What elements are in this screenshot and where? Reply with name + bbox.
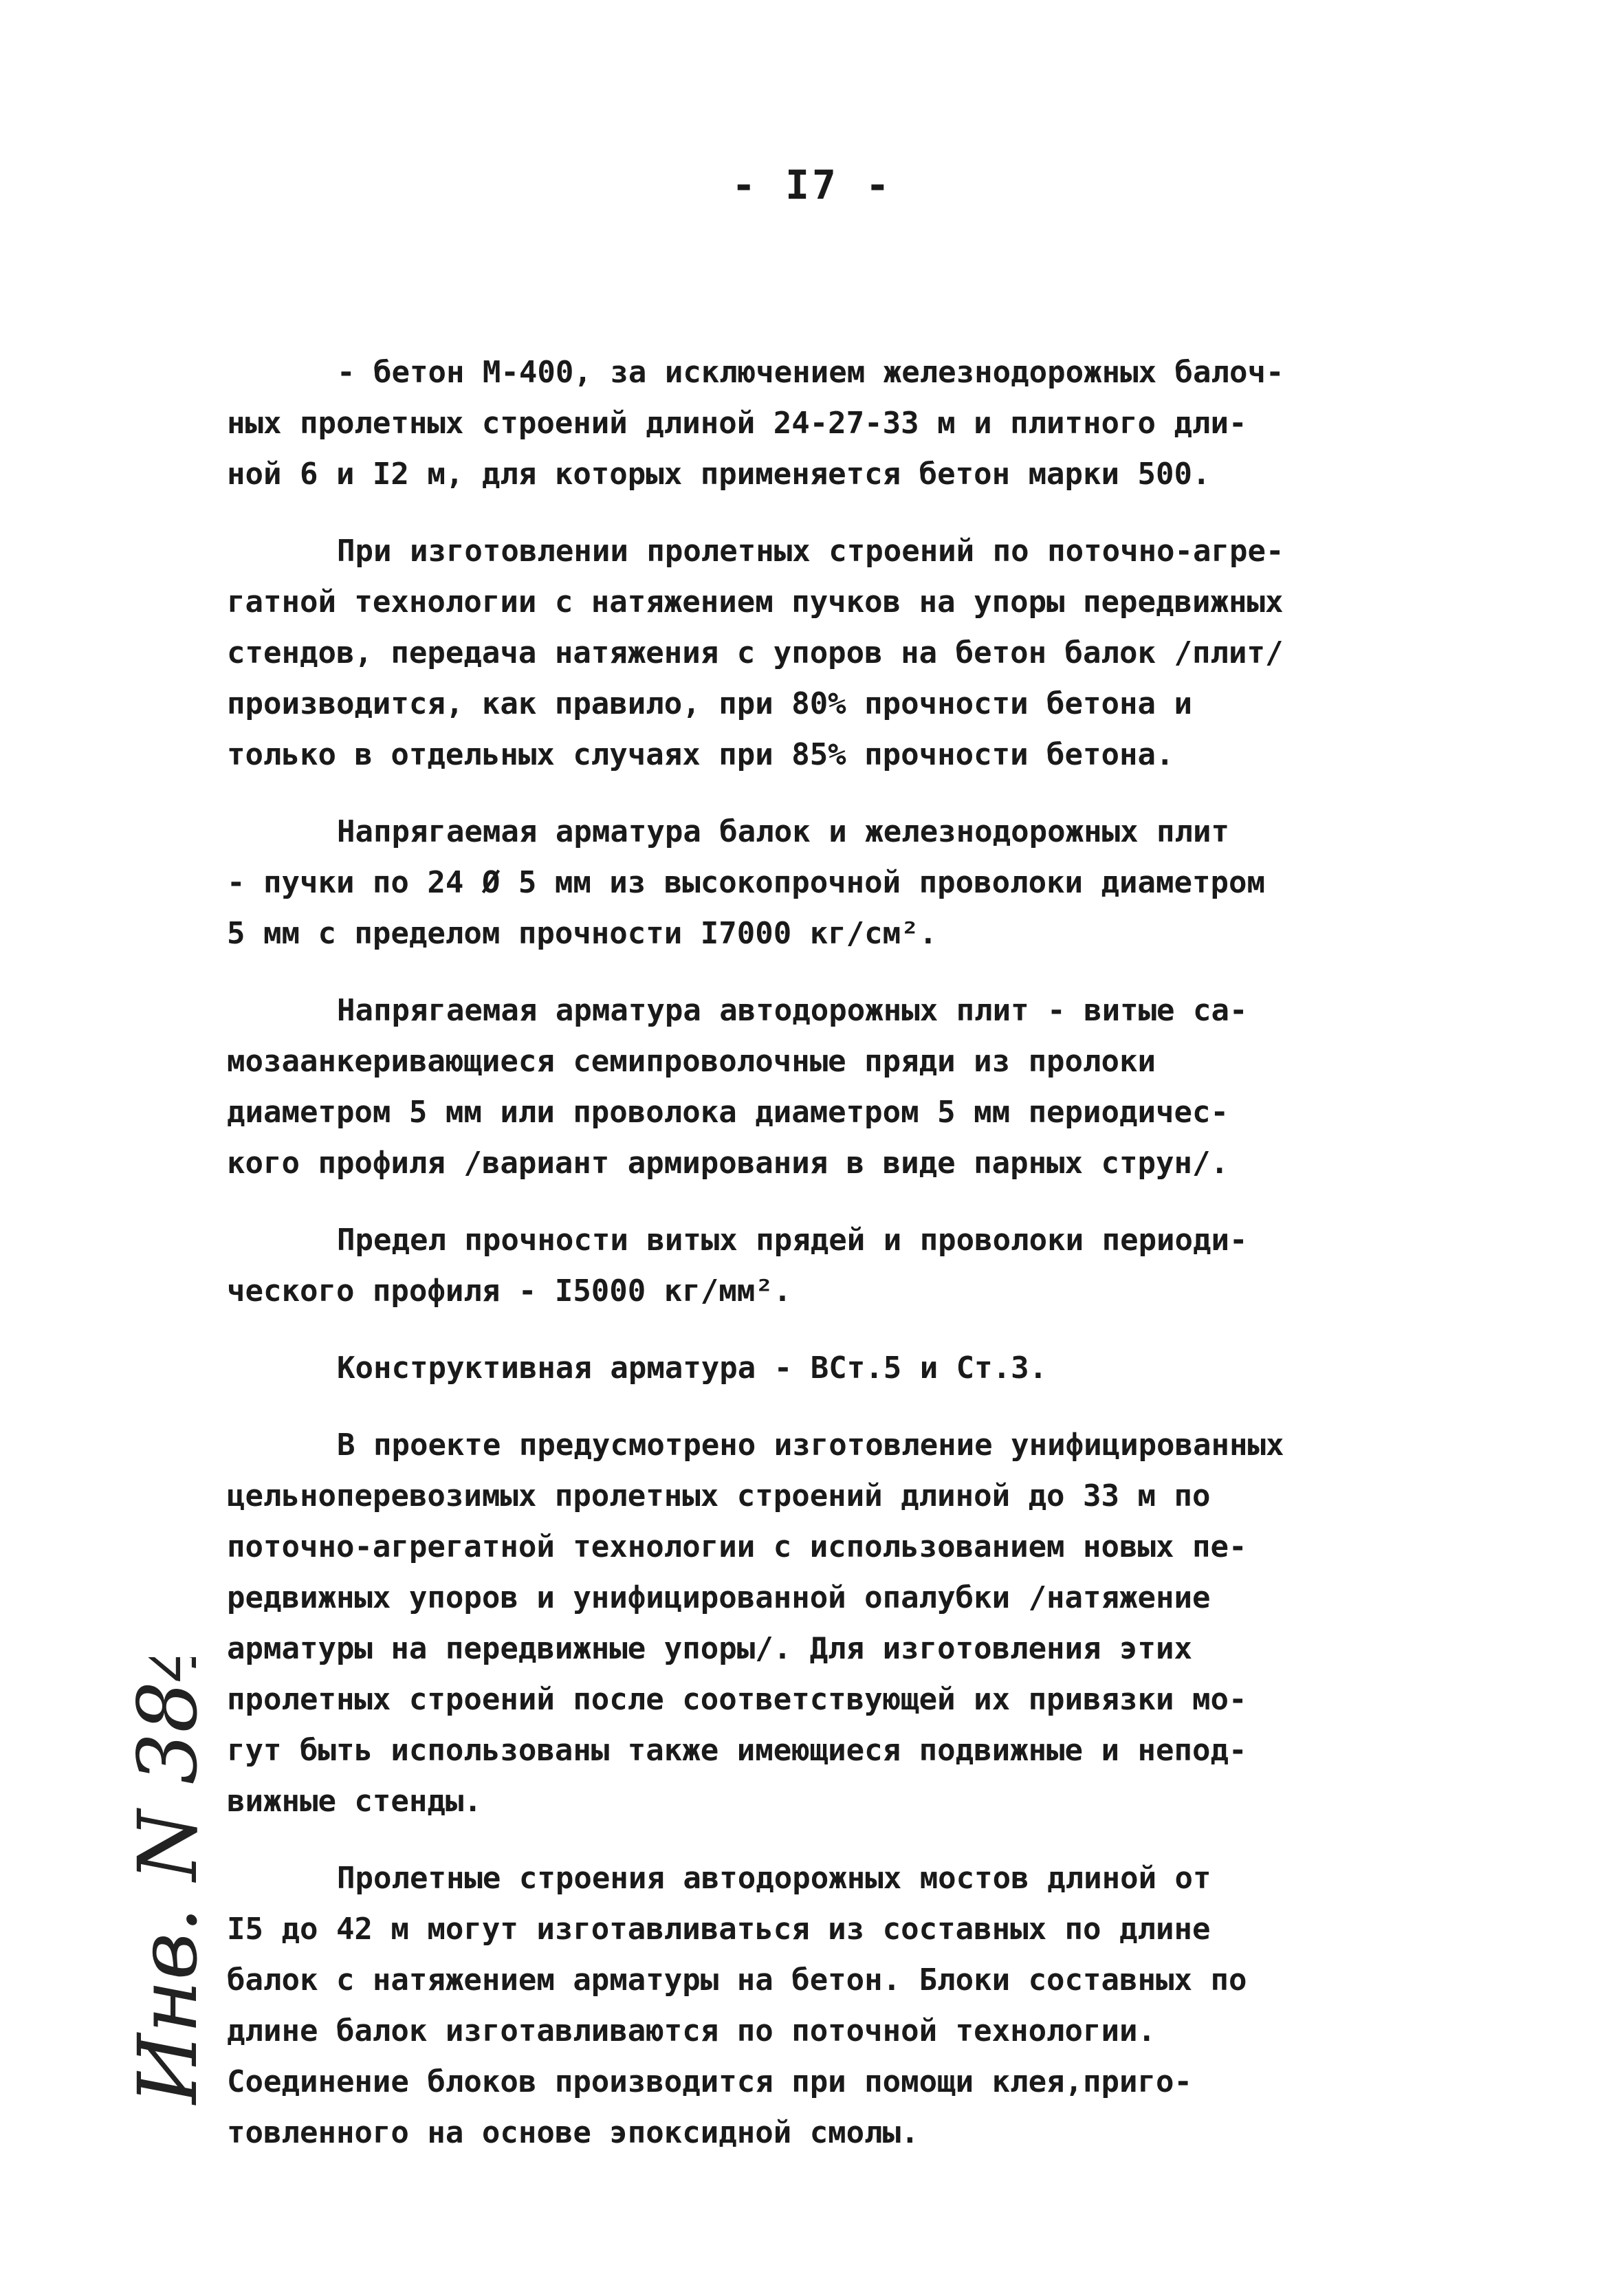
text-line: I5 до 42 м могут изготавливаться из составных по длине [227, 1912, 1211, 1947]
text-line: только в отдельных случаях при 85% прочности бетона. [227, 737, 1174, 772]
text-line: гут быть использованы также имеющиеся подвижные и непод- [227, 1733, 1247, 1768]
text-line: 5 мм с пределом прочности I7000 кг/см². [227, 916, 938, 951]
text-line: пролетных строений после соответствующей их привязки мо- [227, 1682, 1247, 1717]
text-line: товленного на основе эпоксидной смолы. [227, 2115, 919, 2150]
text-line: гатной технологии с натяжением пучков на упоры передвижных [227, 584, 1284, 620]
document-body [227, 347, 1506, 2185]
text-line: ной 6 и I2 м, для которых применяется бетон марки 500. [227, 457, 1211, 492]
text-line: ных пролетных строений длиной 24-27-33 м и плитного дли- [227, 406, 1247, 441]
text-line: балок с натяжением арматуры на бетон. Блоки составных по [227, 1963, 1247, 1998]
handwritten-inventory-number-graphic [120, 1657, 217, 2111]
text-line: Напрягаемая арматура автодорожных плит - витые са- [337, 993, 1248, 1028]
text-line: В проекте предусмотрено изготовление унифицированных [337, 1428, 1284, 1463]
text-line: ческого профиля - I5000 кг/мм². [227, 1273, 792, 1309]
paragraph-composite-beams [227, 1853, 1506, 2158]
paragraph-strength-limit [227, 1215, 1506, 1317]
text-line: - пучки по 24 Ø 5 мм из высокопрочной проволоки диаметром [227, 865, 1265, 900]
text-line: Пролетные строения автодорожных мостов длиной от [337, 1861, 1211, 1896]
text-line: вижные стенды. [227, 1784, 482, 1819]
structural-rebar-heading: Конструктивная арматура - ВСт.5 и Ст.3. [337, 1351, 1048, 1386]
paragraph-prestressed-rebar-rail [227, 807, 1506, 959]
text-line: Предел прочности витых прядей и проволоки периоди- [337, 1223, 1248, 1258]
paragraph-concrete-grade [227, 347, 1506, 500]
page-number: - I7 - [732, 162, 892, 208]
text-line: поточно-агрегатной технологии с использованием новых пе- [227, 1529, 1247, 1564]
text-line: арматуры на передвижные упоры/. Для изготовления этих [227, 1631, 1192, 1666]
paragraph-tension-transfer [227, 526, 1506, 780]
text-line: При изготовлении пролетных строений по поточно-агре- [337, 534, 1284, 569]
handwritten-inventory-number [120, 1657, 217, 2111]
text-line: диаметром 5 мм или проволока диаметром 5 мм периодичес- [227, 1095, 1229, 1130]
text-line: Соединение блоков производится при помощи клея,приго- [227, 2064, 1192, 2099]
paragraph-unified-spans [227, 1420, 1506, 1827]
text-line: цельноперевозимых пролетных строений длиной до 33 м по [227, 1478, 1211, 1513]
paragraph-prestressed-rebar-road [227, 985, 1506, 1189]
text-line: мозаанкеривающиеся семипроволочные пряди из пролоки [227, 1044, 1156, 1079]
text-line: производится, как правило, при 80% прочности бетона и [227, 686, 1192, 721]
text-line: кого профиля /вариант армирования в виде парных струн/. [227, 1146, 1229, 1181]
text-line: Напрягаемая арматура балок и железнодорожных плит [337, 814, 1230, 849]
text-line: стендов, передача натяжения с упоров на бетон балок /плит/ [227, 635, 1284, 670]
text-line: редвижных упоров и унифицированной опалубки /натяжение [227, 1580, 1211, 1615]
text-line: - бетон М-400, за исключением железнодорожных балоч- [337, 355, 1284, 390]
handwritten-inventory-text: Инв. N 384/1 [120, 1657, 215, 2104]
text-line: длине балок изготавливаются по поточной технологии. [227, 2013, 1156, 2048]
